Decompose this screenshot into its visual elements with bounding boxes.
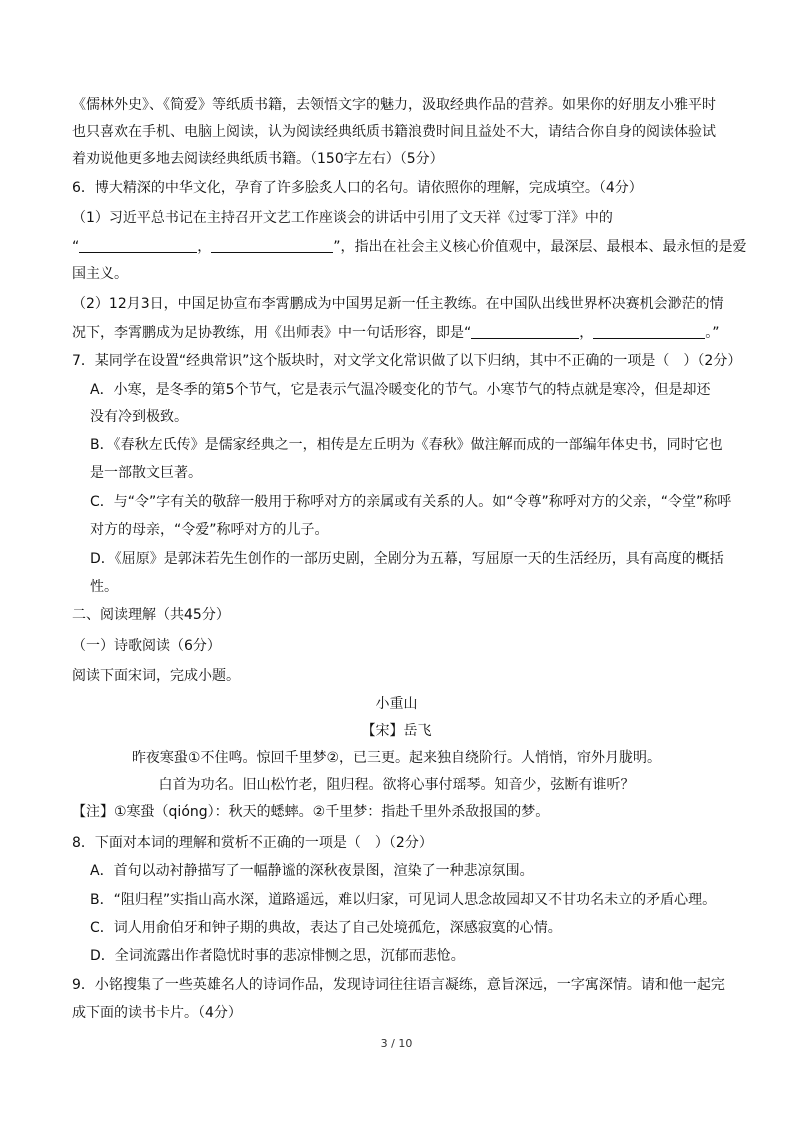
option-b-line2: 是一部散文巨著。 <box>90 465 202 481</box>
question-6-part1-line1: （1）习近平总书记在主持召开文艺工作座谈会的讲话中引用了文天祥《过零丁洋》中的 <box>72 210 613 226</box>
intro-line-2: 也只喜欢在手机、电脑上阅读，认为阅读经典纸质书籍浪费时间且益处不大，请结合你自身的阅读体验试 <box>72 124 716 140</box>
reading-instruction: 阅读下面宋词，完成小题。 <box>72 668 240 684</box>
page-number: 3 / 10 <box>380 1037 413 1050</box>
question-6-part2-line1: （2）12月3日，中国足协宣布李霄鹏成为中国男足新一任主教练。在中国队出线世界杯决赛机会渺茫的情 <box>72 296 724 312</box>
fill-blank-2[interactable] <box>211 238 333 253</box>
question-9-line1: 9．小铭搜集了一些英雄名人的诗词作品，发现诗词往往语言凝练，意旨深远，一字寓深情。请和他一起完 <box>72 977 725 993</box>
poem-note: 【注】①寒蛩（qióng）：秋天的蟋蟀。②千里梦：指赴千里外杀敌报国的梦。 <box>72 804 550 820</box>
option-d-line1: D．《屈原》是郭沫若先生创作的一部历史剧，全剧分为五幕，写屈原一天的生活经历，具有高度的概括 <box>90 551 724 567</box>
q8-option-a: A．首句以动衬静描写了一幅静谧的深秋夜景图，渲染了一种悲凉氛围。 <box>90 863 534 879</box>
question-9-line2: 成下面的读书卡片。（4分） <box>72 1005 242 1021</box>
q8-option-c: C．词人用俞伯牙和钟子期的典故，表达了自己处境孤危，深感寂寞的心情。 <box>90 920 562 936</box>
option-a-line2: 没有冷到极致。 <box>90 409 188 425</box>
option-c-line2: 对方的母亲，“令爱”称呼对方的儿子。 <box>90 522 329 538</box>
option-c-line1: C．与“令”字有关的敬辞一般用于称呼对方的亲属或有关系的人。如“令尊”称呼对方的父亲，“令堂”称呼 <box>90 494 732 510</box>
section-2-subtitle: （一）诗歌阅读（6分） <box>72 638 221 654</box>
question-8-stem: 8．下面对本词的理解和赏析不正确的一项是（ ）（2分） <box>72 835 433 851</box>
fill-blank-4[interactable] <box>593 324 705 339</box>
q8-option-b: B．“阻归程”实指山高水深，道路遥远，难以归家，可见词人思念故园却又不甘功名未立的矛盾心理。 <box>90 892 717 908</box>
part1-tail-text: ”，指出在社会主义核心价值观中，最深层、最根本、最永恒的是爱 <box>333 239 747 255</box>
option-d-line2: 性。 <box>90 579 118 595</box>
poem-author: 【宋】岳飞 <box>361 723 432 739</box>
q8-option-d: D．全词流露出作者隐忧时事的悲凉悱恻之思，沉郁而悲怆。 <box>90 948 465 964</box>
comma: ， <box>197 239 212 255</box>
intro-line-3: 着劝说他更多地去阅读经典纸质书籍。（150字左右）（5分） <box>72 151 444 167</box>
part2-head-text: 况下，李霄鹏成为足协教练，用《出师表》中一句话形容，即是“ <box>72 325 472 341</box>
quote-close: 。” <box>705 325 720 341</box>
quote-open: “ <box>72 239 80 255</box>
question-6-part2-line2 <box>72 324 732 342</box>
question-6-stem: 6．博大精深的中华文化，孕育了许多脍炙人口的名句。请依照你的理解，完成填空。（4分） <box>72 180 643 196</box>
question-6-part1-line2 <box>72 238 747 256</box>
section-2-title: 二、阅读理解（共45分） <box>72 607 230 623</box>
question-6-part1-line3: 国主义。 <box>72 266 128 282</box>
fill-blank-3[interactable] <box>471 324 579 339</box>
option-a-line1: A．小寒，是冬季的第5个节气，它是表示气温冷暖变化的节气。小寒节气的特点就是寒冷，但是却还 <box>90 382 711 398</box>
comma: ， <box>579 325 594 341</box>
fill-blank-1[interactable] <box>79 238 197 253</box>
option-b-line1: B．《春秋左氏传》是儒家经典之一，相传是左丘明为《春秋》做注解而成的一部编年体史书，同时它也 <box>90 437 723 453</box>
intro-line-1: 《儒林外史》、《简爱》等纸质书籍，去领悟文字的魅力，汲取经典作品的营养。如果你的好朋友小雅平时 <box>72 97 716 113</box>
poem-line-1: 昨夜寒蛩①不住鸣。惊回千里梦②，已三更。起来独自绕阶行。人悄悄，帘外月胧明。 <box>131 750 662 766</box>
poem-title: 小重山 <box>375 696 418 712</box>
poem-line-2: 白首为功名。旧山松竹老，阻归程。欲将心事付瑶琴。知音少，弦断有谁听？ <box>158 777 635 793</box>
question-7-stem: 7．某同学在设置“经典常识”这个版块时，对文学文化常识做了以下归纳，其中不正确的一项是（ ）（2分） <box>72 353 742 369</box>
